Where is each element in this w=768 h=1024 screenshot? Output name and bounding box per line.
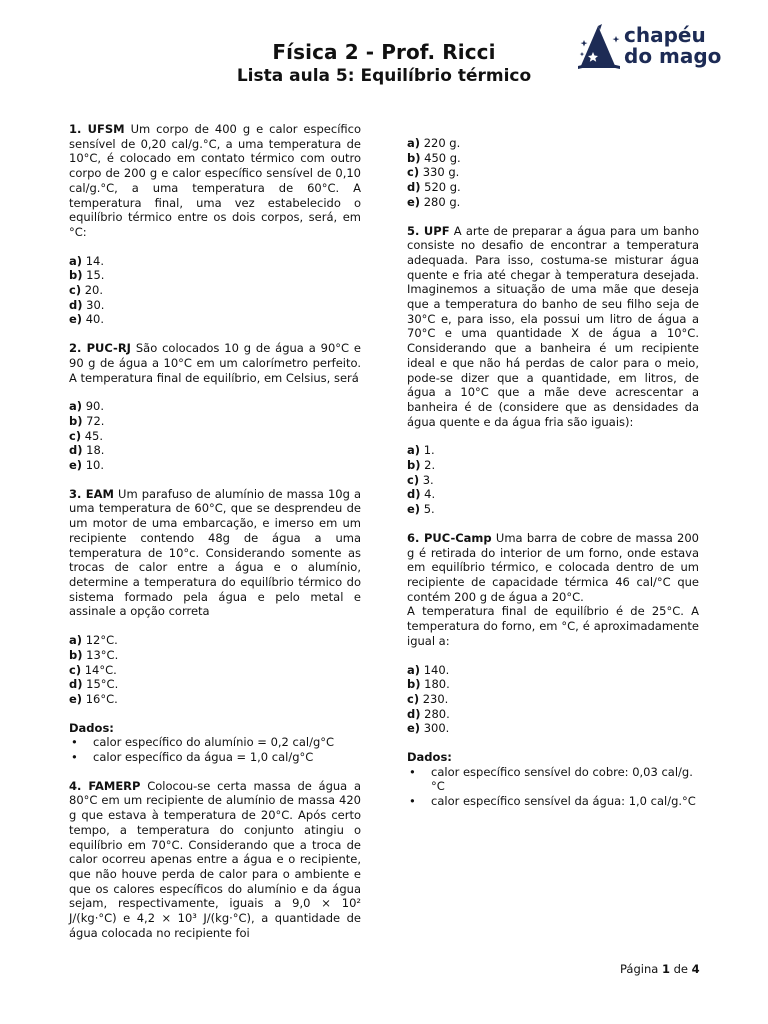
- option-a: a) 14.: [69, 253, 104, 268]
- option-e: e) 5.: [407, 502, 435, 517]
- option-c: c) 45.: [69, 428, 104, 443]
- option-e: e) 16°C.: [69, 691, 118, 706]
- option-b: b) 180.: [407, 677, 450, 692]
- dados-item: • calor específico do alumínio = 0,2 cal/g°C: [69, 735, 361, 750]
- option-c: c) 230.: [407, 691, 449, 706]
- options-3: [69, 633, 361, 707]
- option-a: a) 1.: [407, 443, 435, 458]
- dados-item: • calor específico da água = 1,0 cal/g°C: [69, 750, 361, 765]
- option-d: d) 30.: [69, 297, 105, 312]
- options-4: [407, 136, 699, 210]
- question-number: 1. UFSM: [69, 122, 125, 136]
- option-b: b) 13°C.: [69, 647, 119, 662]
- question-number: 5. UPF: [407, 223, 450, 238]
- option-b: b) 2.: [407, 458, 436, 473]
- right-column: [407, 136, 699, 823]
- wizard-hat-icon: [576, 22, 622, 74]
- question-text: Um parafuso de alumínio de massa 10g a uma temperatura de 60°C, que se desprendeu de um motor de uma embarcação, e imerso em um recipiente contendo 48g de água a uma temperatura de 10°c. Considerando somente as trocas de calor entre a água e o alumínio, determine a temperatura do equilíbrio térmico do sistema formado pela água e pelo metal e assinale a opção correta: [69, 486, 362, 619]
- dados-title: Dados:: [69, 720, 114, 735]
- question-5: [407, 224, 699, 430]
- dados-list: [407, 765, 699, 809]
- dados-title: Dados:: [407, 750, 452, 765]
- option-a: a) 220 g.: [407, 136, 461, 150]
- option-c: c) 3.: [407, 472, 434, 487]
- page-title: Física 2 - Prof. Ricci: [272, 40, 496, 64]
- question-1: [69, 122, 361, 240]
- option-d: d) 4.: [407, 487, 436, 502]
- question-6: [407, 531, 699, 605]
- option-e: e) 300.: [407, 721, 450, 736]
- dados-list: [69, 735, 361, 764]
- question-number: 6. PUC-Camp: [407, 530, 492, 545]
- option-e: e) 40.: [69, 312, 105, 327]
- question-text: Um corpo de 400 g e calor específico sensível de 0,20 cal/g.°C, a uma temperatura de 10°C, é colocado em contato térmico com outro corpo de 200 g e calor específico sensível de 0,10 cal/g.°C, a uma temperatura de 60°C. A temperatura final, uma vez estabelecido o equilíbrio térmico entre os dois corpos, será, em °C:: [69, 122, 361, 239]
- question-text: Uma barra de cobre de massa 200 g é retirada do interior de um forno, onde estava em equilíbrio térmico, e colocada dentro de um recipiente de capacidade térmica 46 cal/°C que contém 200 g de água a 20°C.: [407, 530, 699, 604]
- option-b: b) 15.: [69, 268, 105, 283]
- option-d: d) 280.: [407, 706, 450, 721]
- option-e: e) 10.: [69, 458, 105, 473]
- options-1: [69, 254, 361, 328]
- question-3: [69, 487, 361, 619]
- question-number: 3. EAM: [69, 486, 114, 501]
- option-c: c) 330 g.: [407, 165, 460, 180]
- option-d: d) 18.: [69, 443, 105, 458]
- dados-item: • calor específico sensível do cobre: 0,03 cal/g.°C: [407, 765, 699, 794]
- question-text: Colocou-se certa massa de água a 80°C em um recipiente de alumínio de massa 420 g que estava à temperatura de 20°C. Após certo tempo, a temperatura do conjunto atingiu o equilíbrio em 70°C. Considerando que a troca de calor ocorreu apenas entre a água e o recipiente, que não houve perda de calor para o ambiente e que os calores específicos do alumínio e da água sejam, respectivamente, iguais a 9,0 × 10² J/(kg·°C) e 4,2 × 10³ J/(kg·°C), a quantidade de água colocada no recipiente foi: [69, 778, 361, 940]
- option-d: d) 520 g.: [407, 180, 461, 195]
- options-2: [69, 399, 361, 473]
- option-a: a) 140.: [407, 662, 450, 677]
- question-text: A arte de preparar a água para um banho consiste no desafio de encontrar a temperatura adequada. Para isso, costuma-se misturar água quente e fria até chegar à temperatura desejada. Imaginemos a situação de uma mãe que deseja que a temperatura do banho de seu filho seja de 30°C e, para isso, ela possui um litro de água a 70°C e uma quantidade X de água a 10°C. Considerando que a banheira é um recipiente ideal e que não há perdas de calor para o meio, pode-se dizer que a quantidade, em litros, de água a 10°C que a mãe deve acrescentar a banheira é de (considere que as densidades da água quente e da água fria são iguais):: [407, 223, 700, 429]
- option-b: b) 450 g.: [407, 150, 461, 165]
- question-number: 4. FAMERP: [69, 778, 141, 793]
- question-text: São colocados 10 g de água a 90°C e 90 g de água a 10°C em um calorímetro perfeito. A temperatura final de equilíbrio, em Celsius, será: [69, 341, 361, 385]
- options-5: [407, 443, 699, 517]
- left-column: [69, 122, 361, 954]
- page-subtitle: Lista aula 5: Equilíbrio térmico: [236, 66, 532, 86]
- question-number: 2. PUC-RJ: [69, 341, 131, 356]
- option-b: b) 72.: [69, 413, 105, 428]
- page-number: Página 1 de 4: [620, 962, 700, 976]
- option-c: c) 20.: [69, 283, 104, 298]
- logo-text-line1: chapéu: [624, 23, 706, 47]
- dados-item: • calor específico sensível da água: 1,0 cal/g.°C: [407, 794, 699, 809]
- question-2: [69, 341, 361, 385]
- option-c: c) 14°C.: [69, 662, 117, 677]
- logo-text-line2: do mago: [624, 44, 722, 68]
- question-4: [69, 779, 361, 941]
- logo: [576, 22, 726, 74]
- option-d: d) 15°C.: [69, 677, 119, 692]
- option-a: a) 12°C.: [69, 633, 118, 648]
- option-e: e) 280 g.: [407, 194, 461, 209]
- question-6-continuation: A temperatura final de equilíbrio é de 25°C. A temperatura do forno, em °C, é aproximadamente igual a:: [407, 604, 699, 648]
- options-6: [407, 663, 699, 737]
- option-a: a) 90.: [69, 399, 104, 414]
